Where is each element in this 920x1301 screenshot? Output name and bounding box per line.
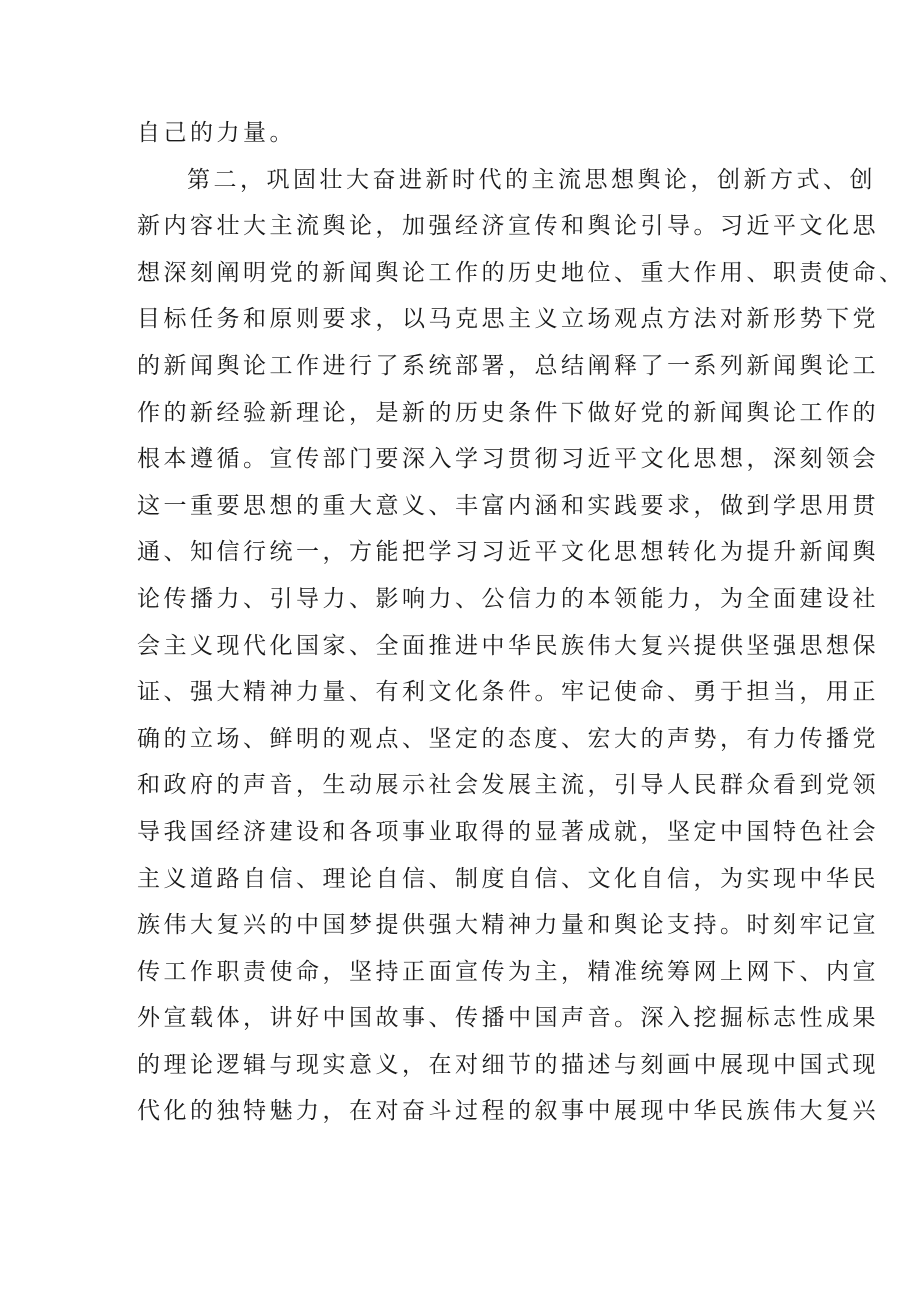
text-line: 和政府的声音，生动展示社会发展主流，引导人民群众看到党领	[137, 772, 879, 799]
text-line: 证、强大精神力量、有利文化条件。牢记使命、勇于担当，用正	[137, 679, 879, 706]
paragraph-first-line: 第二，巩固壮大奋进新时代的主流思想舆论，创新方式、创	[187, 166, 876, 193]
text-line: 通、知信行统一，方能把学习习近平文化思想转化为提升新闻舆	[137, 539, 879, 566]
text-line: 会主义现代化国家、全面推进中华民族伟大复兴提供坚强思想保	[137, 632, 879, 659]
text-line: 论传播力、引导力、影响力、公信力的本领能力，为全面建设社	[137, 585, 879, 612]
text-line: 的理论逻辑与现实意义，在对细节的描述与刻画中展现中国式现	[137, 1051, 879, 1078]
text-line: 想深刻阐明党的新闻舆论工作的历史地位、重大作用、职责使命、	[137, 259, 906, 286]
text-line: 的新闻舆论工作进行了系统部署，总结阐释了一系列新闻舆论工	[137, 352, 879, 379]
text-line: 确的立场、鲜明的观点、坚定的态度、宏大的声势，有力传播党	[137, 725, 879, 752]
text-line: 这一重要思想的重大意义、丰富内涵和实践要求，做到学思用贯	[137, 492, 879, 519]
text-line: 根本遵循。宣传部门要深入学习贯彻习近平文化思想，深刻领会	[137, 446, 879, 473]
text-line: 代化的独特魅力，在对奋斗过程的叙事中展现中华民族伟大复兴	[137, 1098, 879, 1125]
text-line: 导我国经济建设和各项事业取得的显著成就，坚定中国特色社会	[137, 818, 879, 845]
text-line: 族伟大复兴的中国梦提供强大精神力量和舆论支持。时刻牢记宣	[137, 912, 879, 939]
body-text	[137, 110, 906, 1135]
text-line: 外宣载体，讲好中国故事、传播中国声音。深入挖掘标志性成果	[137, 1005, 879, 1032]
text-line: 作的新经验新理论，是新的历史条件下做好党的新闻舆论工作的	[137, 399, 879, 426]
text-line: 自己的力量。	[137, 120, 296, 146]
text-line: 主义道路自信、理论自信、制度自信、文化自信，为实现中华民	[137, 865, 879, 892]
text-line: 新内容壮大主流舆论，加强经济宣传和舆论引导。习近平文化思	[137, 213, 879, 240]
text-line: 目标任务和原则要求，以马克思主义立场观点方法对新形势下党	[137, 306, 879, 333]
text-line: 传工作职责使命，坚持正面宣传为主，精准统筹网上网下、内宣	[137, 958, 879, 985]
